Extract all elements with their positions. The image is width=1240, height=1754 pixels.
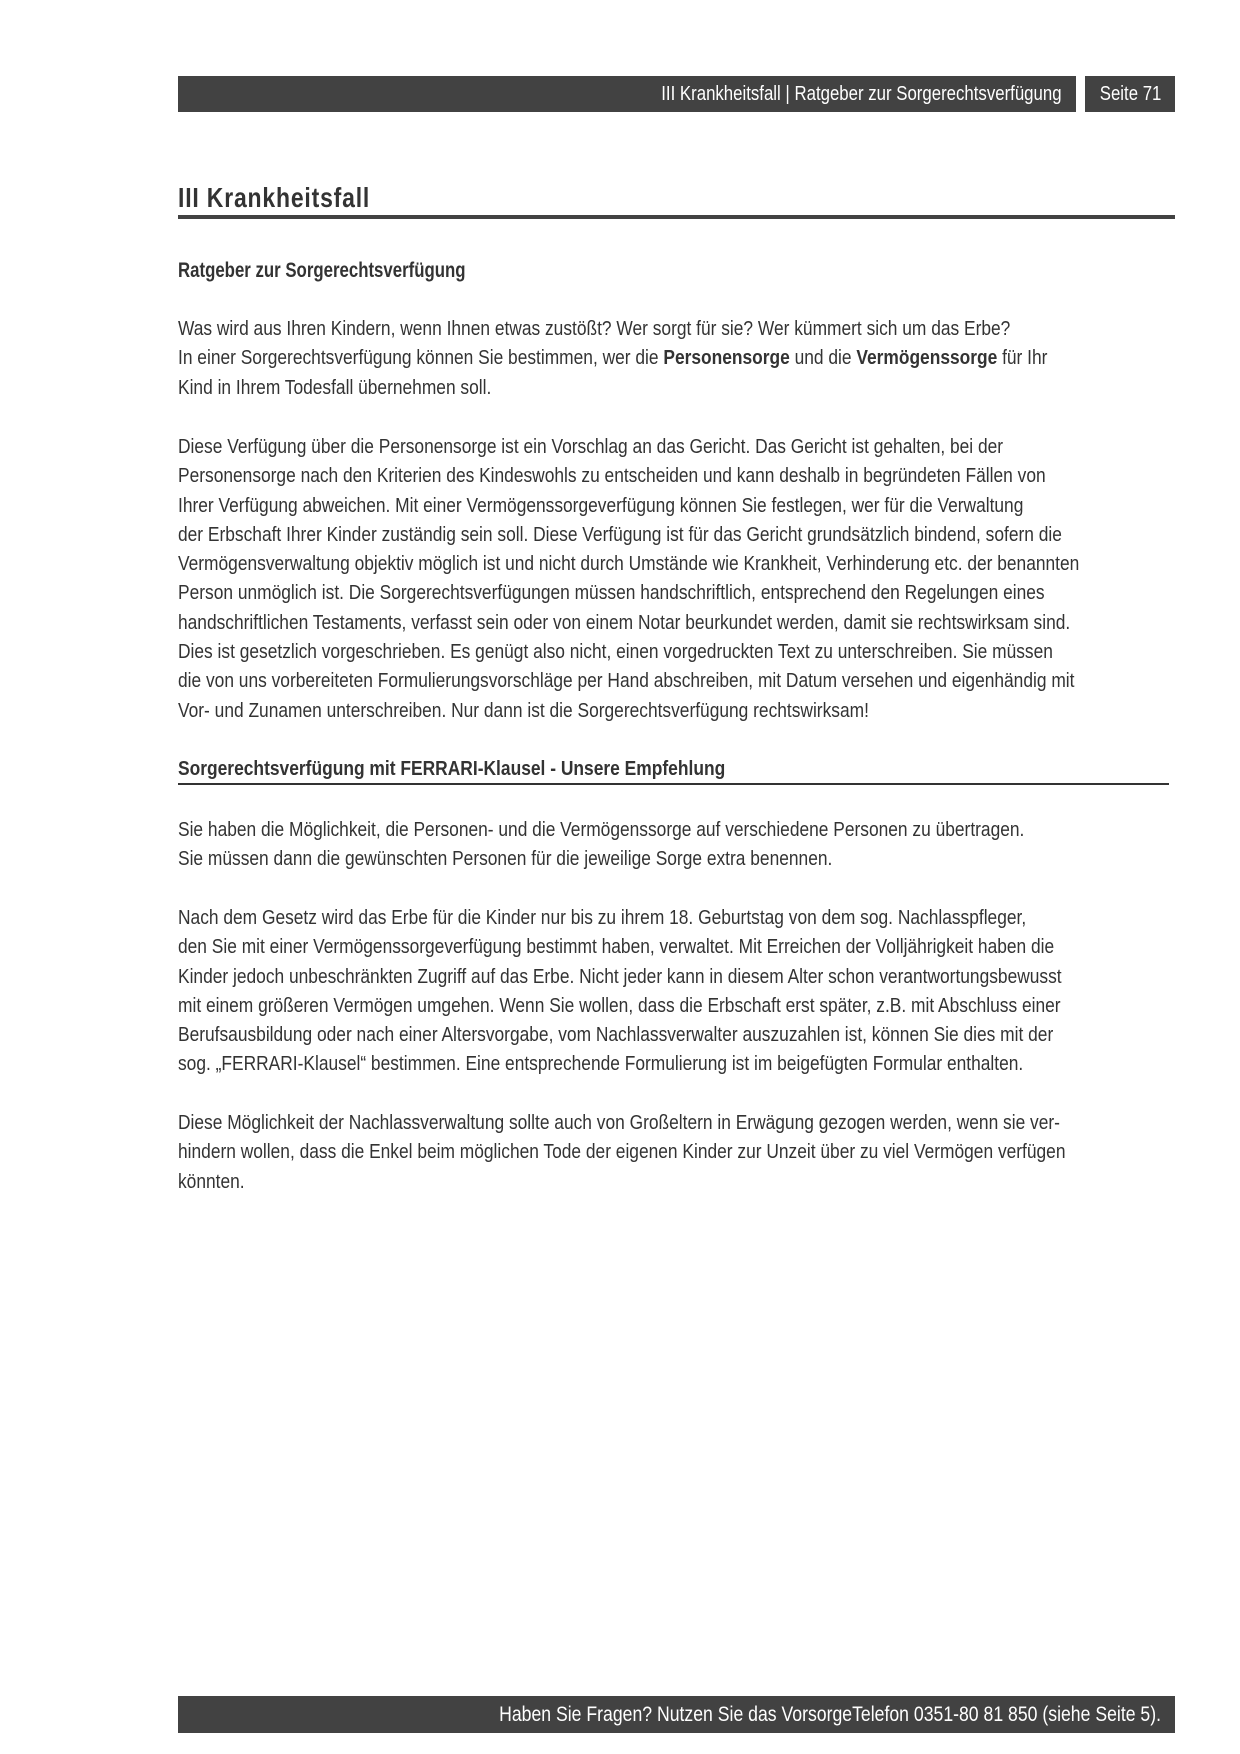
text-line: Ihrer Verfügung abweichen. Mit einer Vermögenssorgeverfügung können Sie festlegen, wer für die Verwaltung bbox=[178, 494, 1024, 517]
text-line: Vor- und Zunamen unterschreiben. Nur dann ist die Sorgerechtsverfügung rechtswirksam! bbox=[178, 699, 869, 722]
header-section: III Krankheitsfall | Ratgeber zur Sorgerechtsverfügung bbox=[661, 82, 1062, 105]
paragraph-moeglichkeit bbox=[178, 816, 1178, 875]
page-number: Seite 71 bbox=[1099, 82, 1161, 105]
text-line: der Erbschaft Ihrer Kinder zuständig sein soll. Diese Verfügung ist für das Gericht grundsätzlich bindend, sofern die bbox=[178, 523, 1062, 546]
section-divider bbox=[178, 783, 1169, 785]
text-line: Berufsausbildung oder nach einer Altersvorgabe, vom Nachlassverwalter auszuzahlen ist, können Sie dies mit der bbox=[178, 1024, 1054, 1047]
subtitle: Ratgeber zur Sorgerechtsverfügung bbox=[178, 259, 466, 282]
section-heading: Sorgerechtsverfügung mit FERRARI-Klausel - Unsere Empfehlung bbox=[178, 758, 726, 780]
chapter-title: III Krankheitsfall bbox=[178, 182, 371, 213]
text-line: Personensorge nach den Kriterien des Kindeswohls zu entscheiden und kann deshalb in begründeten Fällen von bbox=[178, 465, 1046, 488]
text-line: sog. „FERRARI-Klausel“ bestimmen. Eine entsprechende Formulierung ist im beigefügten Formular enthalten. bbox=[178, 1053, 1024, 1076]
title-divider bbox=[178, 215, 1175, 219]
footer-text: Haben Sie Fragen? Nutzen Sie das VorsorgeTelefon 0351-80 81 850 (siehe Seite 5). bbox=[499, 1702, 1161, 1726]
text: In einer Sorgerechtsverfügung können Sie bestimmen, wer die bbox=[178, 347, 664, 370]
text-line: könnten. bbox=[178, 1170, 245, 1193]
bold-term: Vermögenssorge bbox=[856, 347, 998, 370]
paragraph-intro bbox=[178, 315, 1178, 403]
text: für Ihr bbox=[997, 347, 1048, 370]
text-line: Nach dem Gesetz wird das Erbe für die Kinder nur bis zu ihrem 18. Geburtstag von dem sog. Nachlasspfleger, bbox=[178, 907, 1027, 929]
paragraph-grosseltern bbox=[178, 1109, 1178, 1197]
text-line: Sie müssen dann die gewünschten Personen für die jeweilige Sorge extra benennen. bbox=[178, 848, 833, 871]
bold-term: Personensorge bbox=[663, 347, 790, 370]
text-line: Person unmöglich ist. Die Sorgerechtsverfügungen müssen handschriftlich, entsprechend den Regelungen eines bbox=[178, 582, 1045, 605]
text-line: handschriftlichen Testaments, verfasst sein oder von einem Notar beurkundet werden, damit sie rechtswirksam sind. bbox=[178, 611, 1071, 634]
text-line: Vermögensverwaltung objektiv möglich ist und nicht durch Umstände wie Krankheit, Verhinderung etc. der benannten bbox=[178, 553, 1080, 576]
text-line: die von uns vorbereiteten Formulierungsvorschläge per Hand abschreiben, mit Datum versehen und eigenhändig mit bbox=[178, 670, 1075, 693]
text-line: mit einem größeren Vermögen umgehen. Wenn Sie wollen, dass die Erbschaft erst später, z.B. mit Abschluss einer bbox=[178, 994, 1061, 1017]
running-header bbox=[178, 76, 1076, 112]
paragraph-gesetz bbox=[178, 904, 1178, 1080]
text-line: Diese Möglichkeit der Nachlassverwaltung sollte auch von Großeltern in Erwägung gezogen werden, wenn sie ver- bbox=[178, 1112, 1060, 1134]
text-line: Kind in Ihrem Todesfall übernehmen soll. bbox=[178, 376, 492, 399]
page-number-box bbox=[1085, 76, 1175, 112]
text-line: Sie haben die Möglichkeit, die Personen- und die Vermögenssorge auf verschiedene Personen zu übertragen. bbox=[178, 819, 1025, 841]
text-line: den Sie mit einer Vermögenssorgeverfügung bestimmt haben, verwaltet. Mit Erreichen der Volljährigkeit haben die bbox=[178, 936, 1055, 959]
paragraph-verfuegung bbox=[178, 433, 1178, 726]
text-line: Dies ist gesetzlich vorgeschrieben. Es genügt also nicht, einen vorgedruckten Text zu unterschreiben. Sie müssen bbox=[178, 641, 1053, 664]
text-line bbox=[178, 344, 1046, 373]
text: und die bbox=[789, 347, 857, 370]
text-line: Kinder jedoch unbeschränkten Zugriff auf das Erbe. Nicht jeder kann in diesem Alter schon verantwortungsbewusst bbox=[178, 965, 1062, 988]
footer-bar bbox=[178, 1696, 1175, 1733]
text-line: Diese Verfügung über die Personensorge ist ein Vorschlag an das Gericht. Das Gericht ist gehalten, bei der bbox=[178, 436, 1004, 458]
text-line: Was wird aus Ihren Kindern, wenn Ihnen etwas zustößt? Wer sorgt für sie? Wer kümmert sich um das Erbe? bbox=[178, 318, 1011, 340]
text-line: hindern wollen, dass die Enkel beim möglichen Tode der eigenen Kinder zur Unzeit über zu viel Vermögen verfügen bbox=[178, 1141, 1066, 1164]
